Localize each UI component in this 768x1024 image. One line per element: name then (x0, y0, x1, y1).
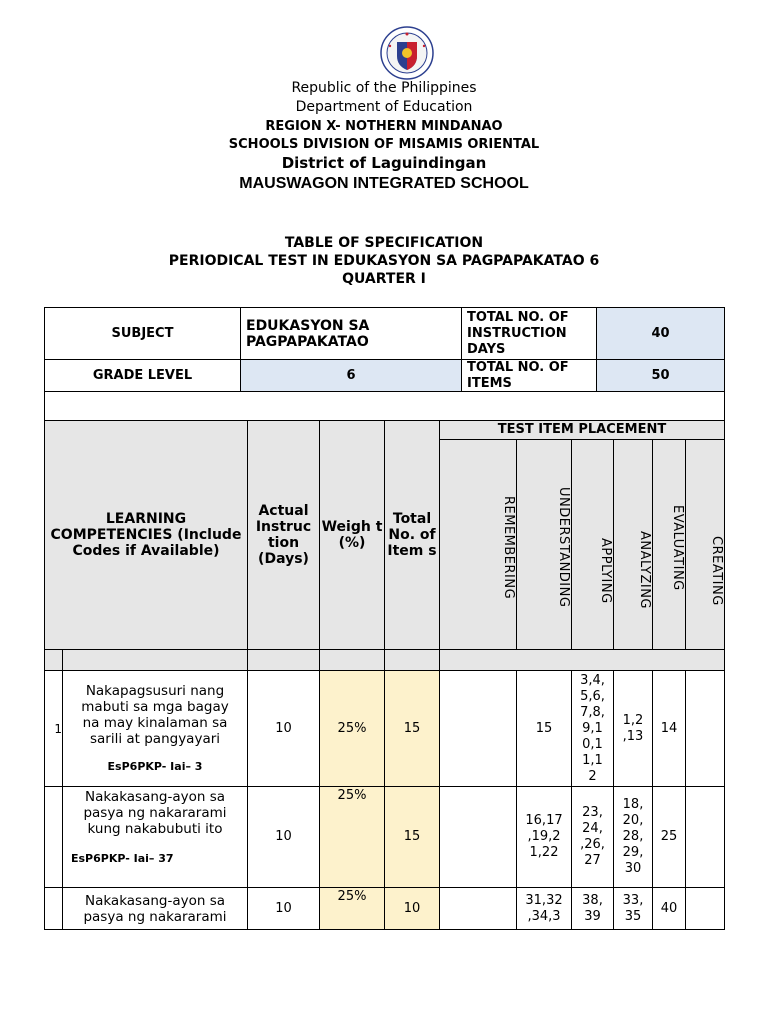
competency-text: Nakapagsusuri nang mabuti sa mga bagay na may kinalaman sa sarili at pangyayari (81, 682, 229, 747)
weight-cell: 25% (319, 670, 385, 787)
weight-cell: 25% (319, 887, 385, 930)
row-number (44, 887, 63, 930)
weight-cell: 25% (319, 786, 385, 888)
competency-text: Nakakasang-ayon sa pasya ng nakararami kung nakabubuti ito (83, 789, 227, 837)
remembering-header: REMEMBERING (439, 439, 517, 650)
creating-header: CREATING (685, 439, 725, 650)
subject-label: SUBJECT (44, 307, 241, 360)
applying-header: APPLYING (571, 439, 614, 650)
competencies-header: LEARNING COMPETENCIES (Include Codes if Available) (44, 420, 248, 650)
understanding-cell: 16,17 ,19,2 1,22 (516, 786, 572, 888)
competency-code: EsP6PKP- Iai– 37 (71, 852, 174, 865)
competency-code: EsP6PKP- Iai– 3 (107, 759, 203, 773)
days-cell: 10 (247, 670, 320, 787)
remembering-cell (439, 670, 517, 787)
understanding-cell: 31,32 ,34,3 (516, 887, 572, 930)
creating-cell (685, 786, 725, 888)
competency-text: Nakakasang-ayon sa pasya ng nakararami (83, 892, 227, 925)
test-item-placement-header: TEST ITEM PLACEMENT (439, 420, 725, 440)
department-line: Department of Education (295, 99, 473, 115)
days-cell: 10 (247, 887, 320, 930)
total-items-header: Total No. of Item s (384, 420, 440, 650)
region-line: REGION X- NOTHERN MINDANAO (265, 119, 503, 134)
sep-cell (384, 649, 440, 671)
sep-cell (439, 649, 725, 671)
creating-cell (685, 670, 725, 787)
analyzing-cell: 1,2 ,13 (613, 670, 653, 787)
competency-cell (62, 887, 248, 930)
document-subtitle: PERIODICAL TEST IN EDUKASYON SA PAGPAPAKATAO 6 (168, 253, 600, 269)
spacer-row (44, 391, 725, 421)
quarter-label: QUARTER I (342, 271, 426, 287)
total-cell: 15 (384, 786, 440, 888)
competency-cell (62, 670, 248, 787)
total-cell: 10 (384, 887, 440, 930)
creating-cell (685, 887, 725, 930)
sep-cell (319, 649, 385, 671)
applying-cell: 23, 24, ,26, 27 (571, 786, 614, 888)
analyzing-cell: 18, 20, 28, 29, 30 (613, 786, 653, 888)
weight-header: Weigh t (%) (319, 420, 385, 650)
evaluating-header: EVALUATING (652, 439, 686, 650)
analyzing-cell: 33, 35 (613, 887, 653, 930)
row-number: 1 (44, 670, 63, 787)
republic-line: Republic of the Philippines (291, 80, 477, 96)
applying-cell: 38, 39 (571, 887, 614, 930)
sep-cell (247, 649, 320, 671)
document-title: TABLE OF SPECIFICATION (284, 235, 484, 251)
total-items-label: TOTAL NO. OF ITEMS (461, 359, 597, 392)
sep-cell (62, 649, 248, 671)
competency-cell (62, 786, 248, 888)
instruction-days-label: TOTAL NO. OF INSTRUCTION DAYS (461, 307, 597, 360)
instruction-days-value: 40 (596, 307, 725, 360)
school-name: MAUSWAGON INTEGRATED SCHOOL (239, 175, 529, 192)
deped-seal-logo (380, 26, 434, 80)
applying-cell: 3,4, 5,6, 7,8, 9,1 0,1 1,1 2 (571, 670, 614, 787)
evaluating-cell: 40 (652, 887, 686, 930)
sep-cell (44, 649, 63, 671)
evaluating-cell: 25 (652, 786, 686, 888)
subject-value: EDUKASYON SA PAGPAPAKATAO (240, 307, 462, 360)
total-items-value: 50 (596, 359, 725, 392)
analyzing-header: ANALYZING (613, 439, 653, 650)
row-number (44, 786, 63, 888)
remembering-cell (439, 887, 517, 930)
division-line: SCHOOLS DIVISION OF MISAMIS ORIENTAL (228, 137, 540, 152)
district-line: District of Laguindingan (281, 154, 487, 172)
days-header: Actual Instruc tion (Days) (247, 420, 320, 650)
remembering-cell (439, 786, 517, 888)
total-cell: 15 (384, 670, 440, 787)
understanding-header: UNDERSTANDING (516, 439, 572, 650)
understanding-cell: 15 (516, 670, 572, 787)
evaluating-cell: 14 (652, 670, 686, 787)
days-cell: 10 (247, 786, 320, 888)
grade-level-value: 6 (240, 359, 462, 392)
grade-level-label: GRADE LEVEL (44, 359, 241, 392)
